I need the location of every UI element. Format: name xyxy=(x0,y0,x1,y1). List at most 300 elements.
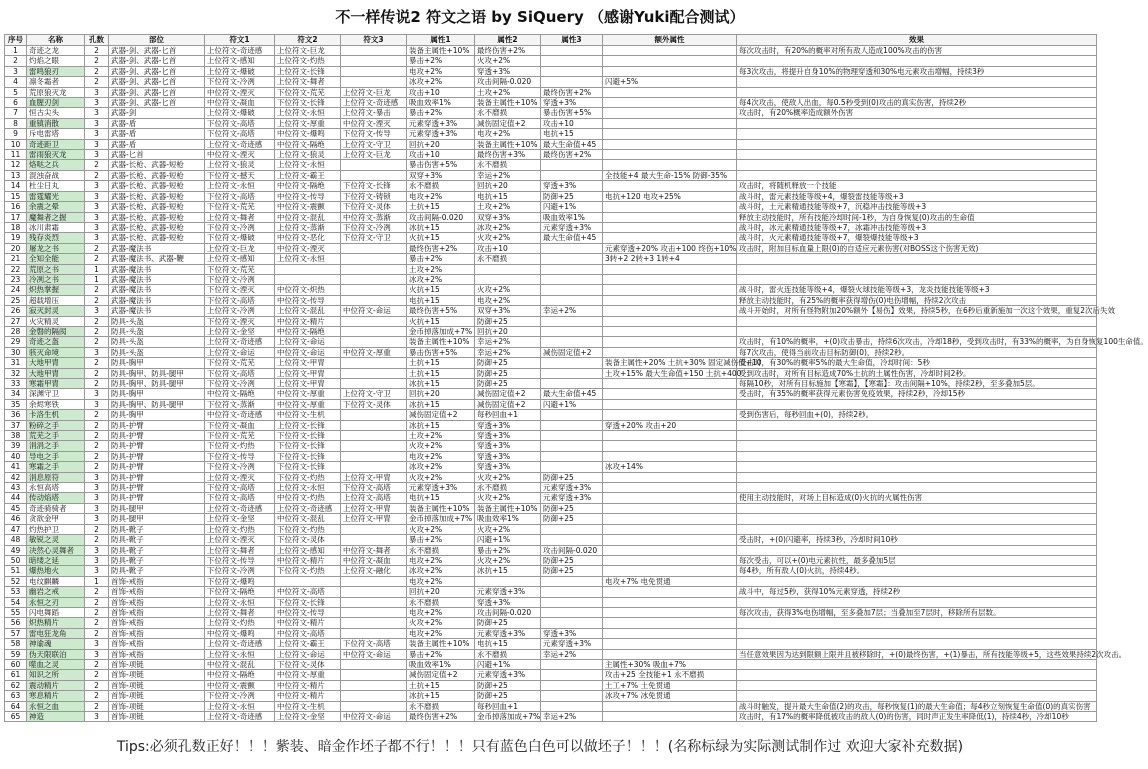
cell-slot: 防具-护臂 xyxy=(109,483,205,493)
cell-holes: 3 xyxy=(85,399,109,409)
cell-rune3 xyxy=(341,431,407,441)
cell-index: 37 xyxy=(5,420,27,430)
cell-index: 30 xyxy=(5,347,27,357)
cell-rune1: 下位符文-蒸渐 xyxy=(205,399,275,409)
cell-effect xyxy=(737,462,1097,472)
cell-holes: 2 xyxy=(85,46,109,56)
cell-effect xyxy=(737,441,1097,451)
cell-name: 知识之所 xyxy=(27,670,85,680)
cell-rune1: 下位符文-冷冽 xyxy=(205,462,275,472)
cell-rune2: 上位符文-甲胄 xyxy=(275,379,341,389)
table-row xyxy=(5,337,1097,347)
cell-rune2: 中位符文-高塔 xyxy=(275,628,341,638)
cell-effect: 每次攻击时，有20%的概率对所有敌人造成100%攻击的伤害 xyxy=(737,46,1097,56)
table-row xyxy=(5,295,1097,305)
cell-index: 22 xyxy=(5,264,27,274)
table-row xyxy=(5,597,1097,607)
cell-attr2: 火攻+2% xyxy=(475,524,541,534)
cell-extra xyxy=(603,181,737,191)
cell-rune2: 中位符文-隔绝 xyxy=(275,326,341,336)
cell-attr1: 永不磨损 xyxy=(407,597,475,607)
cell-holes: 3 xyxy=(85,202,109,212)
cell-extra xyxy=(603,46,737,56)
cell-name: 闪电舞蹈 xyxy=(27,607,85,617)
cell-attr2: 防御+25 xyxy=(475,368,541,378)
cell-rune3 xyxy=(341,46,407,56)
cell-attr3: 最终伤害+2% xyxy=(541,150,603,160)
table-row xyxy=(5,618,1097,628)
cell-rune1: 下位符文-荒芜 xyxy=(205,264,275,274)
cell-attr3: 最终伤害+2% xyxy=(541,87,603,97)
cell-attr1: 火攻+2% xyxy=(407,441,475,451)
cell-attr1: 最终伤害+2% xyxy=(407,712,475,722)
cell-holes: 2 xyxy=(85,170,109,180)
table-row xyxy=(5,139,1097,149)
cell-attr3 xyxy=(541,462,603,472)
cell-rune1: 下位符文-冷冽 xyxy=(205,379,275,389)
cell-extra: 电抗+120 电攻+25% xyxy=(603,191,737,201)
cell-rune3: 上位符文-融化 xyxy=(341,566,407,576)
cell-rune3 xyxy=(341,701,407,711)
cell-name: 斥电雷塔 xyxy=(27,129,85,139)
cell-rune3 xyxy=(341,337,407,347)
cell-extra xyxy=(603,451,737,461)
cell-attr3: 最大生命值+45 xyxy=(541,233,603,243)
cell-effect: 战斗中，每过5秒，获得10%元素穿透，持续2秒 xyxy=(737,587,1097,597)
cell-attr3 xyxy=(541,77,603,87)
cell-rune3 xyxy=(341,368,407,378)
cell-extra xyxy=(603,545,737,555)
cell-effect: 受击时，有30%的概率5%的最大生命值，冷却时间：5秒 xyxy=(737,358,1097,368)
cell-rune1: 下位符文-高塔 xyxy=(205,118,275,128)
cell-rune2: 上位符文-厚重 xyxy=(275,118,341,128)
cell-attr3 xyxy=(541,264,603,274)
cell-rune3: 下位符文-灵体 xyxy=(341,399,407,409)
cell-attr2: 幸运+2% xyxy=(475,170,541,180)
cell-holes: 2 xyxy=(85,160,109,170)
cell-holes: 2 xyxy=(85,56,109,66)
cell-effect: 攻击时，有10%的概率，+(0)攻击暴击，持续6次攻击，冷却18秒，受到攻击时，有33%的概率，为自身恢复100生命值。 xyxy=(737,337,1097,347)
cell-slot: 防具-护臂 xyxy=(109,493,205,503)
cell-rune2: 下位符文-长锋 xyxy=(275,597,341,607)
cell-rune2: 下位符文-灵体 xyxy=(275,535,341,545)
cell-attr3 xyxy=(541,410,603,420)
cell-attr2: 电攻+2% xyxy=(475,129,541,139)
cell-attr1: 吸血效率1% xyxy=(407,659,475,669)
cell-effect xyxy=(737,659,1097,669)
cell-extra: 穿透+20% 攻击+20 xyxy=(603,420,737,430)
cell-effect: 战斗时，冰元素精通技能等级+7，冰霜冲击技能等级+3 xyxy=(737,222,1097,232)
cell-index: 56 xyxy=(5,618,27,628)
cell-slot: 武器-魔法书 xyxy=(109,295,205,305)
cell-rune3 xyxy=(341,410,407,420)
table-row xyxy=(5,420,1097,430)
cell-slot: 首饰-戒指 xyxy=(109,587,205,597)
cell-attr3: 防御+25 xyxy=(541,514,603,524)
cell-index: 64 xyxy=(5,701,27,711)
cell-index: 39 xyxy=(5,441,27,451)
table-row xyxy=(5,264,1097,274)
cell-attr2: 每秒回血+1 xyxy=(475,410,541,420)
cell-effect: 每4秒，所有敌人(0)火抗，持续4秒。 xyxy=(737,566,1097,576)
cell-effect: 攻击时，有20%概率造成额外伤害 xyxy=(737,108,1097,118)
cell-effect xyxy=(737,639,1097,649)
cell-rune2: 下位符文-长锋 xyxy=(275,462,341,472)
table-row xyxy=(5,555,1097,565)
cell-rune2: 下位符文-灼热 xyxy=(275,566,341,576)
cell-name: 涓涓之手 xyxy=(27,441,85,451)
cell-effect xyxy=(737,264,1097,274)
cell-attr2: 减伤固定值+2 xyxy=(475,118,541,128)
cell-holes: 3 xyxy=(85,87,109,97)
cell-slot: 首饰-项链 xyxy=(109,712,205,722)
cell-rune1: 上位符文-命运 xyxy=(205,347,275,357)
cell-rune1: 中位符文-爆鸣 xyxy=(205,628,275,638)
cell-attr2: 防御+25 xyxy=(475,316,541,326)
cell-holes: 2 xyxy=(85,535,109,545)
cell-index: 5 xyxy=(5,87,27,97)
cell-rune2: 中位符文-生机 xyxy=(275,701,341,711)
cell-attr3 xyxy=(541,535,603,545)
cell-index: 7 xyxy=(5,108,27,118)
cell-effect xyxy=(737,274,1097,284)
cell-attr1: 元素穿透+3% xyxy=(407,129,475,139)
cell-attr1: 装备主属性+10% xyxy=(407,503,475,513)
cell-rune3: 上位符文-暴击 xyxy=(341,108,407,118)
cell-effect: 战斗时触发，提升最大生命值(2)的攻击，每秒恢复(1)的最大生命值；每4秒立刻恢复生命值(0)的真实伤害 xyxy=(737,701,1097,711)
cell-rune3: 下位符文-传导 xyxy=(341,129,407,139)
cell-name: 雷鸣狼刃 xyxy=(27,66,85,76)
cell-name: 超载增压 xyxy=(27,295,85,305)
cell-index: 42 xyxy=(5,472,27,482)
cell-effect: 释放主动技能时，有25%的概率获得增伤(0)电伤增幅，持续2次攻击 xyxy=(737,295,1097,305)
cell-rune1: 上位符文-奇迹感 xyxy=(205,46,275,56)
table-row xyxy=(5,181,1097,191)
cell-index: 48 xyxy=(5,535,27,545)
cell-slot: 武器-剑、武器-匕首 xyxy=(109,98,205,108)
cell-effect: 释放主动技能时，所有技能冷却时间-1秒，为自身恢复(0)攻击的生命值 xyxy=(737,212,1097,222)
cell-rune3 xyxy=(341,243,407,253)
cell-rune2: 中位符文-传导 xyxy=(275,295,341,305)
cell-name: 余震之晕 xyxy=(27,202,85,212)
cell-slot: 武器-长枪、武器-短枪 xyxy=(109,233,205,243)
cell-rune2 xyxy=(275,264,341,274)
cell-rune1: 下位符文-传导 xyxy=(205,555,275,565)
cell-slot: 防具-护臂 xyxy=(109,472,205,482)
header-col-attr3: 属性3 xyxy=(541,35,603,46)
table-row xyxy=(5,212,1097,222)
cell-effect xyxy=(737,316,1097,326)
cell-effect: 战斗时，雷火连技能等级+4，爆裂火球技能等级+3，龙炎技能技能等级+3 xyxy=(737,285,1097,295)
cell-rune1: 上位符文-舞者 xyxy=(205,607,275,617)
cell-effect xyxy=(737,503,1097,513)
cell-attr1: 电攻+2% xyxy=(407,555,475,565)
cell-attr1: 装备主属性+10% xyxy=(407,46,475,56)
cell-attr3 xyxy=(541,316,603,326)
cell-rune2: 下位符文-灵体 xyxy=(275,659,341,669)
cell-slot: 首饰-项链 xyxy=(109,680,205,690)
cell-rune2: 上位符文-甲胄 xyxy=(275,358,341,368)
cell-attr3: 最大生命值+45 xyxy=(541,139,603,149)
cell-extra xyxy=(603,493,737,503)
table-row xyxy=(5,659,1097,669)
table-row xyxy=(5,701,1097,711)
cell-index: 9 xyxy=(5,129,27,139)
cell-rune1: 上位符文-爆破 xyxy=(205,108,275,118)
cell-attr3: 减伤固定值+2 xyxy=(541,347,603,357)
cell-effect: 每7次攻击，使得当前攻击目标防御(0)，持续2秒。 xyxy=(737,347,1097,357)
cell-rune1: 下位符文-高塔 xyxy=(205,493,275,503)
header-col-rune3: 符文3 xyxy=(341,35,407,46)
cell-rune2: 上位符文-金坚 xyxy=(275,712,341,722)
table-row xyxy=(5,712,1097,722)
cell-attr1: 回抗+20 xyxy=(407,587,475,597)
cell-attr3 xyxy=(541,243,603,253)
cell-name: 血腥刃剑 xyxy=(27,98,85,108)
cell-holes: 2 xyxy=(85,358,109,368)
cell-slot: 防具-胸甲、防具-腿甲 xyxy=(109,379,205,389)
cell-holes: 3 xyxy=(85,212,109,222)
cell-slot: 武器-魔法书 xyxy=(109,285,205,295)
cell-extra xyxy=(603,628,737,638)
cell-holes: 3 xyxy=(85,181,109,191)
table-row xyxy=(5,628,1097,638)
cell-slot: 武器-长枪、武器-短枪 xyxy=(109,191,205,201)
cell-extra xyxy=(603,639,737,649)
cell-effect xyxy=(737,118,1097,128)
cell-extra: 冰攻+7% 冰免贯通 xyxy=(603,691,737,701)
cell-effect xyxy=(737,483,1097,493)
cell-rune2: 中位符文-厚重 xyxy=(275,389,341,399)
cell-name: 炽热掌握 xyxy=(27,285,85,295)
cell-attr2: 永不磨损 xyxy=(475,254,541,264)
cell-rune3 xyxy=(341,691,407,701)
cell-effect: 每3次攻击，将提升自身10%的物理穿透和30%电元素攻击增幅，持续3秒 xyxy=(737,66,1097,76)
cell-holes: 3 xyxy=(85,222,109,232)
cell-attr2: 电抗+15 xyxy=(475,639,541,649)
cell-attr1: 火抗+15 xyxy=(407,316,475,326)
tips-text: Tips:必须孔数正好！！！紫装、暗金作坯子都不行！！！只有蓝色白色可以做坯子！！！(名称标绿为实际测试制作过 欢迎大家补充数据) xyxy=(116,739,964,755)
cell-index: 15 xyxy=(5,191,27,201)
cell-rune3 xyxy=(341,670,407,680)
cell-rune3 xyxy=(341,264,407,274)
cell-extra xyxy=(603,129,737,139)
cell-attr3: 元素穿透+3% xyxy=(541,639,603,649)
cell-rune3: 上位符文-甲胄 xyxy=(341,472,407,482)
cell-attr2: 幸运+2% xyxy=(475,347,541,357)
cell-rune3 xyxy=(341,326,407,336)
cell-rune3: 中位符文-蒸渐 xyxy=(341,212,407,222)
cell-rune3: 上位符文-奇迹感 xyxy=(341,98,407,108)
cell-holes: 3 xyxy=(85,98,109,108)
cell-slot: 武器-魔法书、武器-鞭 xyxy=(109,254,205,264)
cell-slot: 武器-盾 xyxy=(109,118,205,128)
cell-slot: 武器-长枪、武器-短枪 xyxy=(109,170,205,180)
cell-name: 爆热地火 xyxy=(27,566,85,576)
cell-effect: 每次受击，可以+(0)电元素抗性，最多叠加5层 xyxy=(737,555,1097,565)
cell-rune1: 下位符文-冷冽 xyxy=(205,77,275,87)
cell-attr1: 电攻+2% xyxy=(407,66,475,76)
table-row xyxy=(5,87,1097,97)
cell-index: 2 xyxy=(5,56,27,66)
cell-slot: 防具-头盔 xyxy=(109,326,205,336)
cell-attr2: 永不磨损 xyxy=(475,108,541,118)
cell-index: 16 xyxy=(5,202,27,212)
page-title: 不一样传说2 符文之语 by SiQuery （感谢Yuki配合测试） xyxy=(335,8,745,26)
table-row xyxy=(5,503,1097,513)
cell-attr3: 防御+25 xyxy=(541,555,603,565)
header-col-attr1: 属性1 xyxy=(407,35,475,46)
cell-holes: 2 xyxy=(85,410,109,420)
cell-rune1: 下位符文-荒芜 xyxy=(205,202,275,212)
cell-rune1: 上位符文-感知 xyxy=(205,56,275,66)
cell-rune2: 中位符文-传导 xyxy=(275,607,341,617)
cell-rune2: 下位符文-长锋 xyxy=(275,441,341,451)
cell-attr1: 冰攻+2% xyxy=(407,274,475,284)
table-row xyxy=(5,326,1097,336)
cell-rune1: 下位符文-爆鸣 xyxy=(205,576,275,586)
table-row xyxy=(5,46,1097,56)
cell-name: 敏锐之灵 xyxy=(27,535,85,545)
cell-holes: 2 xyxy=(85,66,109,76)
cell-rune1: 下位符文-撼天 xyxy=(205,170,275,180)
cell-rune3 xyxy=(341,56,407,66)
cell-rune1: 下位符文-湮灭 xyxy=(205,316,275,326)
cell-attr1: 电攻+2% xyxy=(407,191,475,201)
cell-extra xyxy=(603,483,737,493)
cell-attr1: 暴击+2% xyxy=(407,535,475,545)
header-col-name: 名称 xyxy=(27,35,85,46)
cell-attr2: 双穿+3% xyxy=(475,306,541,316)
table-row xyxy=(5,483,1097,493)
cell-index: 23 xyxy=(5,274,27,284)
table-row xyxy=(5,524,1097,534)
cell-rune1: 下位符文-高塔 xyxy=(205,483,275,493)
table-body xyxy=(5,46,1148,722)
cell-name: 决然心灵舞者 xyxy=(27,545,85,555)
cell-index: 40 xyxy=(5,451,27,461)
cell-name: 雷雨狼灭龙 xyxy=(27,150,85,160)
cell-attr1: 攻击+10 xyxy=(407,150,475,160)
cell-effect xyxy=(737,451,1097,461)
cell-slot: 武器-剑 xyxy=(109,108,205,118)
cell-rune3 xyxy=(341,358,407,368)
cell-rune3: 上位符文-巨龙 xyxy=(341,150,407,160)
cell-rune2: 中位符文-高塔 xyxy=(275,587,341,597)
cell-attr2: 装备主属性+10% xyxy=(475,139,541,149)
cell-index: 12 xyxy=(5,160,27,170)
cell-rune3: 中位符文-命运 xyxy=(341,649,407,659)
cell-slot: 武器-魔法书 xyxy=(109,306,205,316)
cell-rune3: 上位符文-守卫 xyxy=(341,389,407,399)
table-row xyxy=(5,649,1097,659)
cell-attr2: 穿透+3% xyxy=(475,66,541,76)
table-row xyxy=(5,66,1097,76)
cell-name: 雷电狂龙角 xyxy=(27,628,85,638)
cell-rune2: 上位符文-狼灵 xyxy=(275,150,341,160)
cell-holes: 2 xyxy=(85,295,109,305)
cell-attr3 xyxy=(541,56,603,66)
cell-rune3: 中位符文-湮灭 xyxy=(341,118,407,128)
cell-effect: 每4次攻击，使敌人出血，每0.5秒受到(0)攻击的真实伤害，持续2秒 xyxy=(737,98,1097,108)
cell-attr1: 装备主属性+10% xyxy=(407,639,475,649)
cell-rune2: 下位符文-荒芜 xyxy=(275,87,341,97)
cell-rune2: 上位符文-永恒 xyxy=(275,254,341,264)
cell-effect xyxy=(737,87,1097,97)
header-row xyxy=(5,35,1097,46)
cell-effect: 战斗时，土元素精通技能等级+7，沉稳冲击技能等级+3 xyxy=(737,202,1097,212)
cell-slot: 武器-剑、武器-匕首 xyxy=(109,87,205,97)
cell-attr3 xyxy=(541,524,603,534)
cell-holes: 3 xyxy=(85,108,109,118)
table-row xyxy=(5,514,1097,524)
cell-rune1: 下位符文-荒芜 xyxy=(205,431,275,441)
cell-attr3 xyxy=(541,368,603,378)
cell-holes: 3 xyxy=(85,639,109,649)
rune-table xyxy=(4,34,1148,722)
cell-effect: 战斗时，火元素精通技能等级+7，爆裂爆技能等级+3 xyxy=(737,233,1097,243)
cell-attr1: 电抗+15 xyxy=(407,295,475,305)
cell-name: 雷霆耀光 xyxy=(27,191,85,201)
cell-attr2: 最终伤害+3% xyxy=(475,150,541,160)
cell-rune3 xyxy=(341,295,407,305)
cell-extra: 3转+2 2转+3 1转+4 xyxy=(603,254,737,264)
cell-rune1: 上位符文-奇迹感 xyxy=(205,712,275,722)
cell-attr2: 电抗+15 xyxy=(475,191,541,201)
cell-holes: 2 xyxy=(85,628,109,638)
cell-rune3 xyxy=(341,680,407,690)
cell-index: 19 xyxy=(5,233,27,243)
cell-holes: 2 xyxy=(85,659,109,669)
table-row xyxy=(5,254,1097,264)
cell-rune1: 上位符文-爆破 xyxy=(205,66,275,76)
cell-effect xyxy=(737,628,1097,638)
cell-rune3: 下位符文-高塔 xyxy=(341,639,407,649)
header-col-holes: 孔数 xyxy=(85,35,109,46)
cell-slot: 武器-盾 xyxy=(109,139,205,149)
cell-extra xyxy=(603,607,737,617)
cell-name: 冰川肃霜 xyxy=(27,222,85,232)
cell-rune3 xyxy=(341,618,407,628)
cell-effect xyxy=(737,680,1097,690)
cell-slot: 武器-剑、武器-匕首 xyxy=(109,56,205,66)
cell-rune2: 下位符文-长锋 xyxy=(275,98,341,108)
cell-rune1: 上位符文-永恒 xyxy=(205,181,275,191)
cell-slot: 防具-腿甲 xyxy=(109,514,205,524)
cell-rune1: 中位符文-混乱 xyxy=(205,659,275,669)
cell-attr3: 攻击间隔-0.020 xyxy=(541,545,603,555)
cell-attr1: 电攻+2% xyxy=(407,628,475,638)
cell-rune3: 上位符文-高塔 xyxy=(341,493,407,503)
cell-attr2: 穿透+3% xyxy=(475,597,541,607)
header-col-extra: 额外属性 xyxy=(603,35,737,46)
table-row xyxy=(5,243,1097,253)
cell-rune1: 下位符文-冷冽 xyxy=(205,274,275,284)
cell-rune3 xyxy=(341,535,407,545)
cell-attr1: 减伤固定值+2 xyxy=(407,410,475,420)
cell-holes: 2 xyxy=(85,680,109,690)
cell-rune3 xyxy=(341,254,407,264)
cell-extra xyxy=(603,712,737,722)
cell-rune3 xyxy=(341,628,407,638)
cell-index: 60 xyxy=(5,659,27,669)
cell-attr2: 元素穿透+3% xyxy=(475,587,541,597)
cell-index: 27 xyxy=(5,316,27,326)
cell-index: 34 xyxy=(5,389,27,399)
cell-attr1: 元素穿透+3% xyxy=(407,483,475,493)
cell-rune1: 上位符文-奇迹感 xyxy=(205,503,275,513)
cell-effect xyxy=(737,524,1097,534)
